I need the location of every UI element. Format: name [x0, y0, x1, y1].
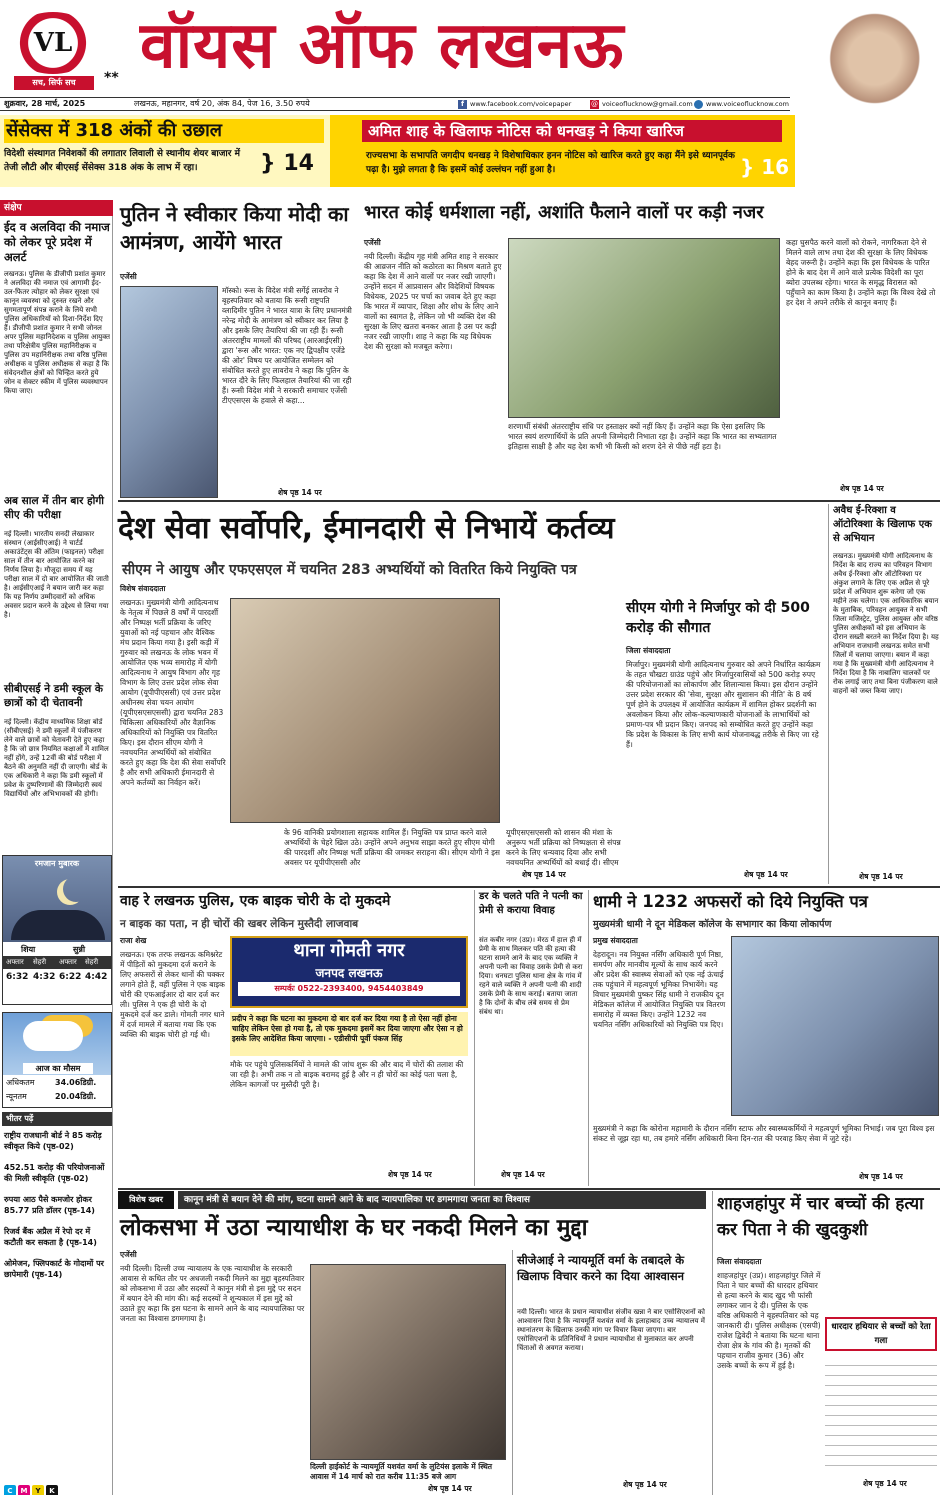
sunni-sehri-time: 4:42: [85, 972, 108, 982]
police-quote: प्रदीप ने कहा कि घटना का मुकदमा दो बार दर्ज कर दिया गया है तो ऐसा नहीं होना चाहिए लेकिन ऐसा हो गया है, तो एक मुकदमा इसमें कर दिया जाएगा और ऐसा न हो इसके लिए आदेशित किया जाएगा। - एडीसीपी पूर्वी पंकज सिंह: [230, 1012, 468, 1056]
mosque-icon: [11, 910, 105, 940]
shahjahanpur-more[interactable]: शेष पृष्ठ 14 पर: [863, 1479, 907, 1488]
shahjahanpur-story: [712, 1191, 940, 1495]
facebook-link[interactable]: www.facebook.com/voicepaper: [470, 100, 572, 108]
inside-item[interactable]: ओमेजन, फ्लिपकार्ट के गोदामों पर छापेमारी (पृष्ठ-14): [4, 1259, 104, 1279]
sehri-label-2: सेहरी: [85, 958, 99, 966]
color-bar: C M Y K: [4, 1478, 60, 1495]
shah-headline: भारत कोई धर्मशाला नहीं, अशांति फैलाने वालों पर कड़ी नजर: [364, 202, 764, 223]
shahjahanpur-body-cont: [825, 1357, 937, 1475]
shahjahanpur-byline: जिला संवाददाता: [717, 1257, 762, 1266]
email-link[interactable]: voiceoflucknow@gmail.com: [602, 100, 693, 108]
cji-more[interactable]: शेष पृष्ठ 14 पर: [623, 1480, 667, 1489]
edition: लखनऊ, महानगर, वर्ष 20, अंक 84, पेज 16, 3.50 रुपये: [134, 99, 310, 108]
dateline-bar: [0, 97, 790, 111]
police-byline: राजा शेख: [120, 936, 147, 945]
judge-headline: लोकसभा में उठा न्यायाधीश के घर नकदी मिलने का मुद्दा: [120, 1215, 588, 1241]
marriage-body: संत कबीर नगर (उप्र)। मेरठ में हाल ही में प्रेमी के साथ मिलकर पति की हत्या की घटना सामने आने के बाद एक व्यक्ति ने अपनी पत्नी का विवाह उसके प्रेमी से करा दिया। धनघटा पुलिस थाना क्षेत्र के गांव में रहने वाले व्यक्ति ने अपनी पत्नी की शादी उसके प्रेमी के साथ कराई। बताया जाता है कि दोनों के बीच लंबे समय से प्रेम संबंध था।: [479, 936, 583, 1016]
inside-label: भीतर पढ़ें: [2, 1112, 112, 1126]
sensex-headline: सेंसेक्स में 318 अंकों की उछाल: [4, 119, 324, 143]
shah-more[interactable]: शेष पृष्ठ 14 पर: [840, 484, 884, 493]
brief-1-title: ईद व अलविदा की नमाज को लेकर पूरे प्रदेश में अलर्ट: [4, 220, 110, 264]
dhami-byline: प्रमुख संवाददाता: [593, 936, 638, 945]
board-contact: सम्पर्कः 0522-2393400, 9454403849: [238, 982, 460, 996]
shah-strip-text: राज्यसभा के सभापति जगदीप धनखड़ ने विशेषाधिकार हनन नोटिस को खारिज करते हुए कहा मैंने इसे ध्यानपूर्वक पढ़ा है। मुझे लगता है कि इसमें कोई उल्लंघन नहीं हुआ है।: [366, 151, 735, 175]
parliament-photo: [310, 1264, 506, 1460]
cji-story: [512, 1250, 708, 1495]
judge-more[interactable]: शेष पृष्ठ 14 पर: [428, 1484, 472, 1493]
shah-byline: एजेंसी: [364, 238, 381, 247]
autorickshaw-headline: अवैध ई-रिक्शा व ऑटोरिक्शा के खिलाफ एक से अभियान: [833, 505, 932, 544]
police-more[interactable]: शेष पृष्ठ 14 पर: [388, 1170, 432, 1179]
ramzan-label: रमजान मुबारक: [34, 859, 80, 868]
tagline: सच, सिर्फ सच: [14, 76, 94, 90]
sunni-iftar-time: 6:22: [59, 972, 82, 982]
dhami-story: [588, 890, 940, 1186]
dhami-subhead: मुख्यमंत्री धामी ने दून मेडिकल कॉलेज के सभागार का किया लोकार्पण: [593, 919, 832, 930]
shah-strip-headline: अमित शाह के खिलाफ नोटिस को धनखड़ ने किया खारिज: [362, 120, 782, 142]
shah-story: [362, 200, 940, 500]
putin-body: मॉस्को। रूस के विदेश मंत्री सर्गेई लावरोव ने बृहस्पतिवार को बताया कि रूसी राष्ट्रपति व्लादिमीर पुतिन ने भारत यात्रा के लिए प्रधानमंत्री नरेन्द्र मोदी के आमंत्रण को स्वीकार कर लिया है और इसके लिए तैयारियां की जा रही हैं। रूसी अंतरराष्ट्रीय मामलों की परिषद (आरआईएसी) द्वारा 'रूस और भारत: एक नए द्विपक्षीय एजेंडे की ओर' विषय पर आयोजित सम्मेलन को संबोधित करते हुए लावरोव ने कहा कि पुतिन के भारत दौरे के लिए फिलहाल तैयारियां की जा रही हैं। रूसी विदेश मंत्री ने सरकारी समाचार एजेंसी टीएएसएस के हवाले से कहा...: [222, 286, 352, 405]
shahjahanpur-headline: शाहजहांपुर में चार बच्चों की हत्या कर पिता ने की खुदकुशी: [717, 1194, 924, 1240]
mirzapur-body: मिर्जापुर। मुख्यमंत्री योगी आदित्यनाथ गुरुवार को अपने निर्धारित कार्यक्रम के तहत चौखटा ग्राउंड पहुंचे और मिर्जापुरवासियों को 500 करोड़ रुपए की परियोजनाओं का लोकार्पण और शिलान्यास किया। इस दौरान उन्होंने उत्तर प्रदेश सरकार की 'सेवा, सुरक्षा और सुशासन की नीति' के 8 वर्ष पूर्ण होने के उपलक्ष्य में आयोजित कार्यक्रम में शामिल होकर प्रदर्शनी का अवलोकन किया और लोक-कल्याणकारी योजनाओं के लाभार्थियों को प्रमाण-पत्र भी प्रदान किए। जनपद को सम्बोधित करते हुए उन्होंने कहा कि प्रदेश के विकास के लिए सभी कार्य योजनाबद्ध तरीके से किए जा रहे हैं।: [626, 660, 821, 749]
sidebar-section: संक्षेप: [0, 200, 113, 216]
marriage-headline: डर के चलते पति ने पत्नी का प्रेमी से कराया विवाह: [479, 891, 583, 916]
autorickshaw-more[interactable]: शेष पृष्ठ 14 पर: [859, 872, 903, 881]
logo-text: VL: [33, 28, 73, 58]
police-station-board: [230, 936, 468, 1008]
loksabha-photo: [508, 238, 780, 418]
weather-box: [2, 1012, 112, 1108]
mirzapur-headline: सीएम योगी ने मिर्जापुर को दी 500 करोड़ की सौगात: [626, 598, 822, 638]
dhami-event-photo: [731, 936, 939, 1116]
timings-table: [3, 942, 111, 1004]
sun-cloud-icon: [23, 1021, 83, 1051]
weather-table: [3, 1075, 111, 1107]
crescent-icon: [63, 876, 89, 902]
putin-headline: पुतिन ने स्वीकार किया मोदी का आमंत्रण, आयेंगे भारत: [120, 202, 349, 254]
inside-item[interactable]: रुपया आठ पैसे कमजोर होकर 85.77 प्रति डॉलर (पृष्ठ-14): [4, 1195, 95, 1215]
police-body-2: मौके पर पहुंचे पुलिसकर्मियों ने मामले की जांच शुरू की और बाद में चोरों की तलाश की जा रही है। अभी तक न तो बाइक बरामद हुई है और न ही चोरों का कोई पता चला है, लेकिन कागजों पर मुस्तैदी पूरी है।: [230, 1060, 464, 1089]
putin-byline: एजेंसी: [120, 272, 137, 281]
inside-item[interactable]: 452.51 करोड़ की परियोजनाओं की मिली स्वीकृति (पृष्ठ-02): [4, 1163, 105, 1183]
judge-story: [118, 1212, 588, 1495]
yogi-event-photo: [230, 598, 500, 823]
logo: [8, 12, 98, 74]
iftar-label-1: अफ्तार: [6, 958, 24, 966]
board-sub: जनपद लखनऊ: [315, 966, 383, 980]
cji-headline: सीजेआई ने न्यायमूर्ति वर्मा के तबादले के खिलाफ विचार करने का दिया आश्वासन: [517, 1253, 685, 1283]
mirzapur-byline: जिला संवाददाता: [626, 646, 671, 655]
shia-sehri-time: 4:32: [33, 972, 56, 982]
judge-kicker: कानून मंत्री से बयान देने की मांग, घटना सामने आने के बाद न्यायपालिका पर डगमगाया जनता का विश्वास: [178, 1191, 706, 1209]
date: शुक्रवार, 28 मार्च, 2025: [4, 99, 86, 108]
putin-story: [118, 200, 358, 500]
lead-subhead: सीएम ने आयुष और एफएसएल में चयनित 283 अभ्यर्थियों को वितरित किये नियुक्ति पत्र: [122, 562, 577, 578]
shia-label: शिया: [21, 945, 36, 954]
mirzapur-more[interactable]: शेष पृष्ठ 14 पर: [744, 870, 788, 879]
iftar-label-2: अफ्तार: [59, 958, 77, 966]
dhami-body: देहरादून। नव नियुक्त नर्सिंग अधिकारी पूर्ण निष्ठा, समर्पण और मानवीय मूल्यों के साथ कार्य करने और प्रदेश की स्वास्थ्य सेवाओं को एक नई ऊंचाई तक पहुंचाने में महत्वपूर्ण भूमिका निभायेंगे। यह विचार मुख्यमंत्री पुष्कर सिंह धामी ने राजकीय दून मेडिकल कॉलेज में आयोजित नियुक्ति पत्र वितरण समारोह में व्यक्त किए। उन्होंने 1232 नव चयनित नर्सिंग अधिकारियों को नियुक्ति पत्र दिए।: [593, 950, 726, 1029]
lead-headline: देश सेवा सर्वोपरि, ईमानदारी से निभायें कर्तव्य: [118, 511, 615, 546]
dhami-body-2: मुख्यमंत्री ने कहा कि कोरोना महामारी के दौरान नर्सिंग स्टाफ और स्वास्थ्यकर्मियों ने महत्वपूर्ण भूमिका निभाई। जब पूरा विश्व इस संकट से जूझ रहा था, तब हमारे नर्सिंग अधिकारी बिना दिन-रात की परवाह किए सेवा में जुटे रहे।: [593, 1124, 935, 1143]
lead-body: लखनऊ। मुख्यमंत्री योगी आदित्यनाथ के नेतृत्व में पिछले 8 वर्षों में पारदर्शी और निष्पक्ष भर्ती प्रक्रिया के जरिए युवाओं को नई पहचान और वैश्विक मंच प्रदान किया गया है। इसी कड़ी में गुरुवार को लखनऊ के लोक भवन में आयोजित एक भव्य समारोह में योगी आदित्यनाथ ने आयुष विभाग और गृह विभाग के लिए उत्तर प्रदेश लोक सेवा आयोग (यूपीपीएससी) एवं उत्तर प्रदेश अधीनस्थ सेवा चयन आयोग (यूपीएसएसएससी) द्वारा चयनित 283 चिकित्सा अधिकारियों और वैज्ञानिक अधिकारियों को नियुक्ति पत्र वितरित किए। इस दौरान सीएम योगी ने नवचयनित अभ्यर्थियों को संबोधित करते हुए कहा कि देश की सेवा सर्वोपरि है और सभी अधिकारी ईमानदारी से अपने कर्तव्यों का निर्वहन करें।: [120, 598, 226, 787]
marriage-story: [474, 890, 584, 1186]
putin-more[interactable]: शेष पृष्ठ 14 पर: [278, 488, 322, 497]
judge-caption: दिल्ली हाईकोर्ट के न्यायमूर्ति यशवंत वर्मा के लुटियंस इलाके में स्थित आवास में 14 मार्च को रात करीब 11:35 बजे आग: [310, 1462, 493, 1481]
police-subhead: न बाइक का पता, न ही चोरों की खबर लेकिन मुस्तैदी लाजवाब: [120, 918, 359, 930]
lead-body-2: के 96 वानिकी प्रयोगशाला सहायक शामिल हैं। नियुक्ति पत्र प्राप्त करने वाले अभ्यर्थियों के चेहरे खिल उठे। उन्होंने अपने अनुभव साझा करते हुए सीएम योगी की पारदर्शी और निष्पक्ष भर्ती प्रक्रिया की जमकर सराहना की। सीएम योगी ने इस अवसर पर यूपीपीएससी और: [284, 828, 500, 867]
marriage-more[interactable]: शेष पृष्ठ 14 पर: [501, 1170, 545, 1179]
shah-body-mid: शरणार्थी संबंधी अंतरराष्ट्रीय संधि पर हस्ताक्षर क्यों नहीं किए हैं। उन्होंने कहा कि ऐसा इसलिए कि भारत स्वयं शरणार्थियों के प्रति अपनी जिम्मेदारी निभाता रहा है। उन्होंने कहा कि भारत का सभ्यतागत इतिहास साक्षी है और यह देश कभी भी किसी को शरण देने से पीछे नहीं हटा है।: [508, 422, 777, 451]
max-temp: 34.06डिग्री.: [55, 1078, 97, 1087]
shahjahanpur-body: शाहजहांपुर (उप्र)। शाहजहांपुर जिले में पिता ने चार बच्चों की धारदार हथियार से हत्या करने के बाद खुद भी फांसी लगाकर जान दे दी। पुलिस के एक वरिष्ठ अधिकारी ने बृहस्पतिवार को यह जानकारी दी। पुलिस अधीक्षक (एसपी) राजेश द्विवेदी ने बताया कि घटना थाना रोजा क्षेत्र के गांव की है। मृतकों की पहचान राजीव कुमार (36) और उसके बच्चों के रूप में हुई है।: [717, 1271, 821, 1370]
judge-kicker-bar: [118, 1191, 708, 1209]
shah-strip: [330, 115, 795, 187]
inside-item[interactable]: रिजर्व बैंक अप्रैल में रेपो दर में कटौती कर सकता है (पृष्ठ-14): [4, 1227, 97, 1247]
masthead: [0, 0, 945, 115]
lead-body-3: यूपीएसएसएससी को शासन की मंशा के अनुरूप भर्ती प्रक्रिया को निष्पक्षता से संपन्न करने के लिए धन्यवाद दिया और सभी नवचयनित अभ्यर्थियों को बधाई दी। सीएम: [506, 828, 621, 867]
email-icon: @: [591, 100, 598, 108]
inside-item[interactable]: राष्ट्रीय राजधानी बोर्ड ने 85 करोड़ स्वीकृत किये (पृष्ठ-02): [4, 1131, 102, 1151]
shia-iftar-time: 6:32: [6, 972, 29, 982]
shah-body-left: नयी दिल्ली। केंद्रीय गृह मंत्री अमित शाह ने सरकार की आव्रजन नीति को कठोरता का मिश्रण बताते हुए कहा कि देश में आने वालों पर नजर रखी जाएगी। उन्होंने सदन में आप्रवासन और विदेशियों विषयक विधेयक, 2025 पर चर्चा का जवाब देते हुए कहा कि भारत में व्यापार, शिक्षा और शोध के लिए आने वालों का स्वागत है, लेकिन जो भी व्यक्ति देश की सुरक्षा के लिए खतरा बनकर आता है उस पर कड़ी नजर रखी जाएगी। शाह ने कहा कि यह विधेयक देश की सुरक्षा को मजबूत करेगा।: [364, 252, 502, 351]
shahjahanpur-highlight-box: धारदार हथियार से बच्चों को रेता गला: [825, 1317, 937, 1351]
stars: **: [104, 70, 119, 86]
globe-icon: [694, 100, 703, 109]
brief-3-title: सीबीएसई ने डमी स्कूल के छात्रों को दी चेतावनी: [4, 682, 110, 710]
newspaper-title: वॉयस ऑफ लखनऊ: [140, 8, 625, 83]
sensex-strip: [0, 115, 330, 187]
weather-label: आज का मौसम: [23, 1063, 93, 1074]
police-story: [118, 890, 470, 1186]
min-label: न्यूनतम: [6, 1092, 27, 1101]
sensex-page: } 14: [260, 151, 314, 176]
mirzapur-story: [624, 598, 824, 884]
autorickshaw-story: [828, 504, 940, 884]
sehri-label-1: सेहरी: [33, 958, 47, 966]
cji-body: नयी दिल्ली। भारत के प्रधान न्यायाधीश संजीव खन्ना ने बार एसोसिएशनों को आश्वासन दिया है कि न्यायमूर्ति यशवंत वर्मा के इलाहाबाद उच्च न्यायालय में स्थानांतरण के खिलाफ उनकी मांग पर विचार किया जाएगा। बार एसोसिएशनों के प्रतिनिधियों ने प्रधान न्यायाधीश से मुलाकात कर अपनी चिंताओं से अवगत कराया।: [517, 1308, 705, 1352]
putin-modi-photo: [120, 286, 218, 498]
lead-more[interactable]: शेष पृष्ठ 14 पर: [522, 870, 566, 879]
website-link[interactable]: www.voiceoflucknow.com: [706, 100, 789, 108]
dhankhar-photo: [795, 6, 940, 181]
judge-body: नयी दिल्ली। दिल्ली उच्च न्यायालय के एक न्यायाधीश के सरकारी आवास से कथित तौर पर अधजली नकदी मिलने का मुद्दा बृहस्पतिवार को लोकसभा में उठा और सदस्यों ने कानून मंत्री से इस मुद्दे पर सदन में बयान देने की मांग की। कई सदस्यों ने शून्यकाल में इस मुद्दे को उठाते हुए कहा कि इस घटना के सामने आने के बाद न्यायपालिका पर जनता का विश्वास डगमगाया है।: [120, 1264, 305, 1323]
sensex-text: विदेशी संस्थागत निवेशकों की लगातार लिवाली से स्थानीय शेयर बाजार में तेजी लौटी और बीएसई सेंसेक्स 318 अंक के लाभ में रहा।: [4, 149, 240, 173]
brief-3-body: नई दिल्ली। केंद्रीय माध्यमिक शिक्षा बोर्ड (सीबीएसई) ने डमी स्कूलों में पंजीकरण लेने वाले छात्रों को चेतावनी देते हुए कहा है कि जो छात्र नियमित कक्षाओं में शामिल नहीं होंगे, उन्हें 12वीं की बोर्ड परीक्षा में बैठने की अनुमति नहीं दी जाएगी। बोर्ड के एक अधिकारी ने कहा कि डमी स्कूलों में प्रवेश के दुष्परिणामों की जिम्मेदारी स्वयं विद्यार्थियों और अभिभावकों की होगी।: [4, 718, 110, 848]
brief-2-title: अब साल में तीन बार होगी सीए की परीक्षा: [4, 494, 110, 522]
lead-byline: विशेष संवाददाता: [120, 584, 166, 593]
dhami-headline: धामी ने 1232 अफसरों को दिये नियुक्ति पत्र: [593, 892, 868, 911]
max-label: अधिकतम: [6, 1078, 35, 1087]
inside-box: [2, 1112, 112, 1282]
dhami-more[interactable]: शेष पृष्ठ 14 पर: [859, 1172, 903, 1181]
police-body: लखनऊ। एक तरफ लखनऊ कमिश्नरेट में पीड़ितों को मुकदमा दर्ज कराने के लिए अफसरों से लेकर थानों की चक्कर लगाने होते हैं, वहीं पुलिस ने एक बाइक चोरी की एफआईआर दो बार दर्ज कर ली। पुलिस ने एक ही चोरी के दो मुकदमे दर्ज कर डाले। गोमती नगर थाने में दर्ज मामले में बताया गया कि एक व्यक्ति की बाइक चोरी हो गई थी।: [120, 950, 225, 1039]
judge-byline: एजेंसी: [120, 1250, 137, 1259]
special-tag: विशेष खबर: [118, 1191, 174, 1209]
ramzan-box: [2, 855, 112, 1005]
sidebar: [0, 200, 113, 1495]
min-temp: 20.04डिग्री.: [55, 1092, 97, 1101]
facebook-icon: f: [458, 100, 467, 109]
timings-header: [3, 956, 111, 969]
sunni-label: सुन्नी: [73, 945, 86, 954]
shah-strip-page: } 16: [740, 155, 790, 179]
board-title: थाना गोमती नगर: [293, 940, 405, 961]
autorickshaw-body: लखनऊ। मुख्यमंत्री योगी आदित्यनाथ के निर्देश के बाद राज्य का परिवहन विभाग अवैध ई-रिक्शा और ऑटोरिक्शा पर अंकुश लगाने के लिए एक अप्रैल से पूरे प्रदेश में अभियान शुरू करेगा जो एक महीने तक चलेगा। एक आधिकारिक बयान के मुताबिक, परिवहन आयुक्त ने सभी जिला मजिस्ट्रेट, पुलिस आयुक्त और वरिष्ठ पुलिस अधीक्षकों को इस अभियान के दौरान सख्ती बरतने का निर्देश दिया है। यह अभियान राजधानी लखनऊ समेत सभी जिलों में चलाया जाएगा। बयान में कहा गया है कि मुख्यमंत्री योगी आदित्यनाथ ने निर्देश दिया है कि नाबालिग चालकों पर रोक लगाई जाए तथा बिना पंजीकरण वाले वाहनों को जब्त किया जाए।: [833, 552, 939, 695]
brief-2-body: नई दिल्ली। भारतीय सनदी लेखाकार संस्थान (आईसीएआई) ने चार्टर्ड अकाउंटेंट्स की अंतिम (फाइनल) परीक्षा साल में तीन बार आयोजित करने का निर्णय लिया है। मौजूदा समय में यह परीक्षा साल में दो बार आयोजित की जाती है। आईसीएआई ने बयान जारी कर कहा कि यह निर्णय उम्मीदवारों को अधिक अवसर प्रदान करने के उद्देश्य से लिया गया है।: [4, 530, 110, 680]
brief-1-body: लखनऊ। पुलिस के डीजीपी प्रशांत कुमार ने अलविदा की नमाज एवं आगामी ईद-उल-फितर त्योहार को लेकर सुरक्षा एवं कानून व्यवस्था को दुरुस्त रखने और सुगमतापूर्ण संपन्न कराने के लिये सभी पुलिस अधिकारियों को दिशा-निर्देश दिए हैं। डीजीपी प्रशांत कुमार ने सभी जोनल अपर पुलिस महानिदेशक व पुलिस आयुक्त तथा परिक्षेत्रीय पुलिस महानिरीक्षक व पुलिस उप महानिरीक्षक तथा वरिष्ठ पुलिस अधीक्षक व पुलिस अधीक्षक से कहा है कि संवेदनशील क्षेत्रों को चिन्हित करते हुये जोन व सेक्टर स्कीम में पुलिस व्यवस्थापन किया जाए।: [4, 270, 110, 395]
police-headline: वाह रे लखनऊ पुलिस, एक बाइक चोरी के दो मुकदमे: [120, 893, 391, 909]
shah-body-right: कहा घुसपैठ करने वालों को रोकने, नागरिकता देने से मिलने वाले लाभ तथा देश की सुरक्षा के लिए विधेयक बेहद जरूरी है। उन्होंने कहा कि इस विधेयक के पारित होने के बाद देश में आने वाले प्रत्येक विदेशी का पूरा ब्योरा उपलब्ध रहेगा। भारत के समृद्ध विरासत को पहुँचाने का काम किया है। उन्होंने कहा कि विश्व देखे तो हर देश ने अपने तरीके से कानून बनाए हैं।: [786, 238, 936, 307]
